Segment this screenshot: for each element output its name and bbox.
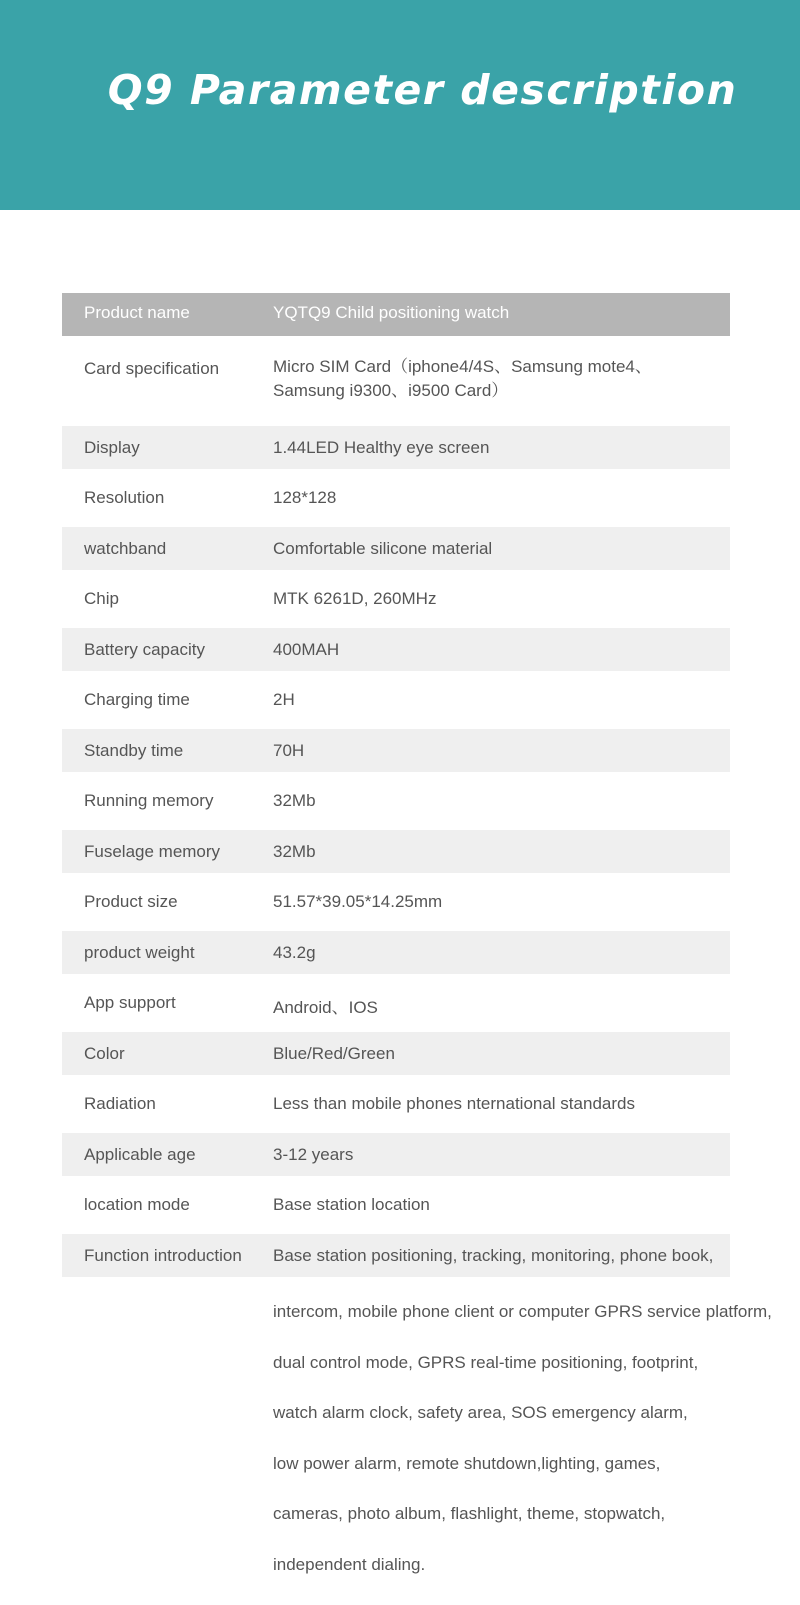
row-value: Comfortable silicone material — [273, 539, 493, 558]
table-row — [62, 628, 730, 671]
row-label: location mode — [84, 1195, 190, 1214]
row-value: 70H — [273, 741, 305, 760]
row-label: Charging time — [84, 690, 190, 709]
row-label: Product size — [84, 892, 178, 911]
row-value: 1.44LED Healthy eye screen — [273, 438, 490, 457]
table-row — [62, 1032, 730, 1075]
row-label: Running memory — [84, 791, 214, 810]
function-description-line: intercom, mobile phone client or computer GPRS service platform, — [273, 1302, 772, 1321]
row-label: Color — [84, 1044, 125, 1063]
page-title: Q9 Parameter description — [107, 66, 738, 114]
function-description-line: independent dialing. — [273, 1555, 426, 1574]
table-header-row — [62, 293, 730, 336]
table-row — [62, 729, 730, 772]
row-value: 51.57*39.05*14.25mm — [273, 892, 443, 911]
row-label: product weight — [84, 943, 195, 962]
row-value-line: Samsung i9300、i9500 Card） — [273, 381, 509, 400]
row-label: Function introduction — [84, 1246, 242, 1265]
row-value: 2H — [273, 690, 295, 709]
table-row — [62, 426, 730, 469]
row-label: Chip — [84, 589, 119, 608]
table-row — [62, 1082, 730, 1125]
table-row — [62, 880, 730, 923]
row-label: Card specification — [84, 359, 220, 378]
row-value: YQTQ9 Child positioning watch — [273, 303, 510, 322]
row-value: 32Mb — [273, 842, 316, 861]
row-value: 3-12 years — [273, 1145, 354, 1164]
row-label: Battery capacity — [84, 640, 205, 659]
row-value: Blue/Red/Green — [273, 1044, 395, 1063]
table-row — [62, 340, 730, 420]
row-value: Less than mobile phones nternational standards — [273, 1094, 635, 1113]
row-label: Display — [84, 438, 140, 457]
row-value — [273, 355, 652, 403]
table-row — [62, 931, 730, 974]
row-value: 32Mb — [273, 791, 316, 810]
row-value: Base station location — [273, 1195, 430, 1214]
row-label: Product name — [84, 303, 190, 322]
table-row — [62, 779, 730, 822]
table-row — [62, 678, 730, 721]
row-value: 400MAH — [273, 640, 340, 659]
row-label: Resolution — [84, 488, 165, 507]
function-description-line: cameras, photo album, flashlight, theme, stopwatch, — [273, 1504, 666, 1523]
row-value: 128*128 — [273, 488, 337, 507]
row-value: MTK 6261D, 260MHz — [273, 589, 437, 608]
row-value-line: Micro SIM Card（iphone4/4S、Samsung mote4、 — [273, 357, 652, 376]
row-value: Base station positioning, tracking, monitoring, phone book, — [273, 1246, 714, 1265]
table-row — [62, 981, 730, 1024]
header-banner — [0, 0, 800, 210]
function-description-line: dual control mode, GPRS real-time positioning, footprint, — [273, 1353, 699, 1372]
row-label: Fuselage memory — [84, 842, 221, 861]
table-row — [62, 830, 730, 873]
function-description-line: watch alarm clock, safety area, SOS emergency alarm, — [273, 1403, 688, 1422]
row-value: Android、IOS — [273, 998, 378, 1017]
row-value: 43.2g — [273, 943, 316, 962]
function-description-line: low power alarm, remote shutdown,lighting, games, — [273, 1454, 661, 1473]
row-label: Radiation — [84, 1094, 156, 1113]
row-label: App support — [84, 993, 176, 1012]
row-label: watchband — [84, 539, 167, 558]
table-row — [62, 1183, 730, 1226]
table-row — [62, 1133, 730, 1176]
table-row — [62, 1234, 730, 1277]
row-label: Applicable age — [84, 1145, 196, 1164]
table-row — [62, 527, 730, 570]
table-row — [62, 577, 730, 620]
row-label: Standby time — [84, 741, 184, 760]
table-row — [62, 476, 730, 519]
